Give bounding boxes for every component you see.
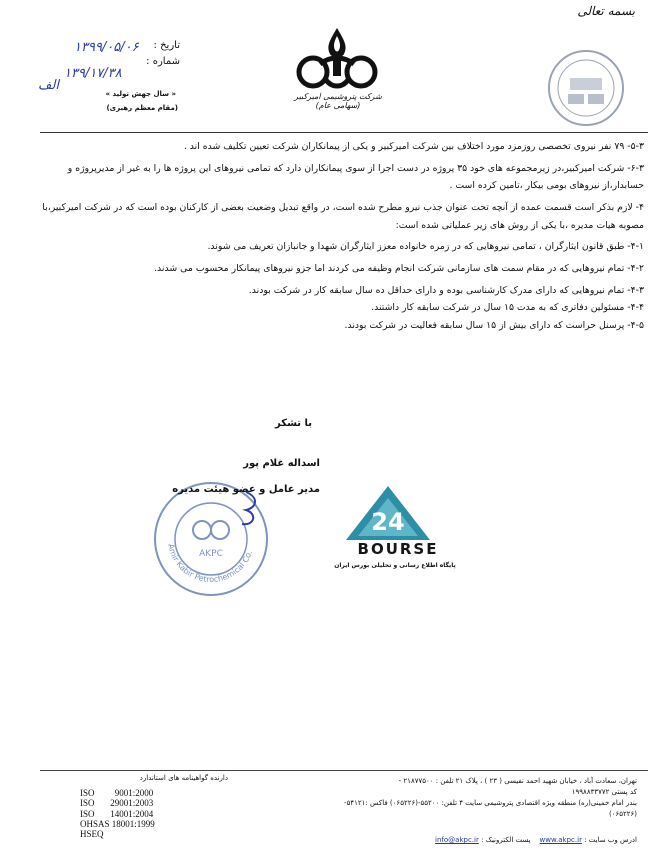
address-line-tehran: تهران، سعادت آباد ، خیابان شهید احمد نفیسی ( ۲۳ ) ، پلاک ۲۱ تلفن : ۲۱۸۷۷۵۰۰ - — [398, 777, 637, 785]
year-slogan: « سال جهش تولید » — [105, 90, 176, 98]
date-value: ۱۳۹۹/۰۵/۰۶ — [74, 40, 139, 55]
date-label: تاریخ : — [153, 40, 180, 51]
header-divider — [40, 132, 648, 133]
bourse-wordmark: BOURSE — [357, 540, 439, 558]
stamp-abbr: AKPC — [199, 549, 223, 559]
stamp-text: Amir Kabir Petrochemical Co. — [166, 543, 255, 585]
company-name: شرکت پتروشیمی امیرکبیر (سهامی عام) — [294, 92, 382, 110]
company-stamp-icon — [150, 478, 272, 600]
website-label: ادرس وب سایت : — [584, 836, 637, 844]
paragraph-4-5: ۴-۵- پرسنل حراست که دارای بیش از ۱۵ سال سابقه فعالیت در شرکت بودند. — [344, 319, 644, 331]
number-suffix: الف — [38, 78, 60, 93]
footer-divider — [40, 770, 648, 771]
email-label: پست الکترونیک : — [481, 836, 531, 844]
paragraph-4-3: ۴-۳- تمام نیروهایی که دارای مدرک کارشناسی بوده و دارای حداقل ده سال سابقه کار در شرکت بودند. — [248, 284, 644, 296]
footer-contact-row — [337, 836, 637, 844]
cert-iso-9001: ISO 9001:2000 — [80, 788, 154, 798]
address-line-bandar: بندر امام خمینی(ره) منطقه ویژه اقتصادی پتروشیمی سایت ۴ تلفن: ۵۵۲۰۰-(۰۶۵۲۲۶) فاکس :۵۴۱۲۱-(۰۶۵۲۲۶) — [344, 798, 637, 818]
certificates-list — [80, 788, 230, 840]
company-logo-icon — [290, 26, 384, 98]
paragraph-3-5: ۵-۳- ۷۹ نفر نیروی تخصصی روزمزد مورد اختلاف بین شرکت امیرکبیر و یکی از پیمانکاران شرکت تعیین تکلیف شده اند . — [183, 141, 644, 152]
closing-thanks: با تشکر — [275, 418, 312, 429]
email-link[interactable]: info@akpc.ir — [435, 836, 479, 844]
certification-seal-icon — [546, 48, 626, 128]
paragraph-4-1: ۴-۱- طبق قانون ایثارگران ، تمامی نیروهایی که در زمره خانواده معزز ایثارگران شهدا و جانبازان تعریف می شوند. — [207, 241, 644, 253]
signer-title: مدیر عامل و عضو هیئت مدیره — [172, 484, 320, 495]
paragraph-4-2: ۴-۲- تمام نیروهایی که در مقام سمت های سازمانی شرکت انجام وظیفه می کردند اما جزو نیروهای پیمانکار محسوب می شدند. — [154, 262, 644, 274]
cert-iso-14001: ISO 14001:2004 — [80, 808, 154, 819]
website-link[interactable]: www.akpc.ir — [539, 836, 582, 844]
signer-name: اسداله غلام پور — [243, 458, 320, 469]
number-label: شماره : — [146, 56, 180, 67]
cert-hseq: HSEQ — [80, 829, 104, 840]
leader-tag: (مقام معظم رهبری) — [106, 104, 178, 112]
number-value: ۱۳۹/۱۷/۳۸ — [64, 66, 122, 81]
basmala-text: بسمه تعالی — [577, 4, 635, 18]
letter-body — [40, 138, 648, 335]
footer-address — [337, 776, 637, 819]
svg-text:24: 24 — [371, 508, 405, 536]
paragraph-4-4: ۴-۴- مسئولین دفاتری که به مدت ۱۵ سال در شرکت سابقه کار داشتند. — [371, 302, 644, 314]
bourse-logo-icon — [344, 484, 432, 542]
address-line-postal: کد پستی ۱۹۹۸۸۳۳۷۷۲ — [571, 787, 637, 796]
cert-iso-29001: ISO 29001:2003 — [80, 798, 154, 809]
cert-ohsas-18001: OHSAS 18001:1999 — [80, 819, 155, 830]
bourse-subtitle: پایگاه اطلاع رسانی و تحلیلی بورس ایران — [334, 562, 456, 569]
paragraph-4: ۴- لازم بذکر است قسمت عمده از آنچه تحت عنوان جذب نیرو مطرح شده است، در واقع تبدیل وضعیت بعضی از کارکنان بوده است که در شرکت امیرکبیر،با مصوبه هیات مدیره ،با یکی از روش های زیر عملیاتی شده است: — [42, 201, 644, 231]
certificates-title: دارنده گواهینامه های استاندارد — [139, 774, 228, 782]
paragraph-3-6: ۶-۳- شرکت امیرکبیر،در زیرمجموعه های خود ۳۵ پروژه در دست اجرا از سوی پیمانکاران دارد که تمامی نیروهای این پروژه ها را به غیر از مدیرپروژه و حسابدار،از نیروهای بومی بیکار ،تامین کرده است . — [67, 162, 644, 192]
